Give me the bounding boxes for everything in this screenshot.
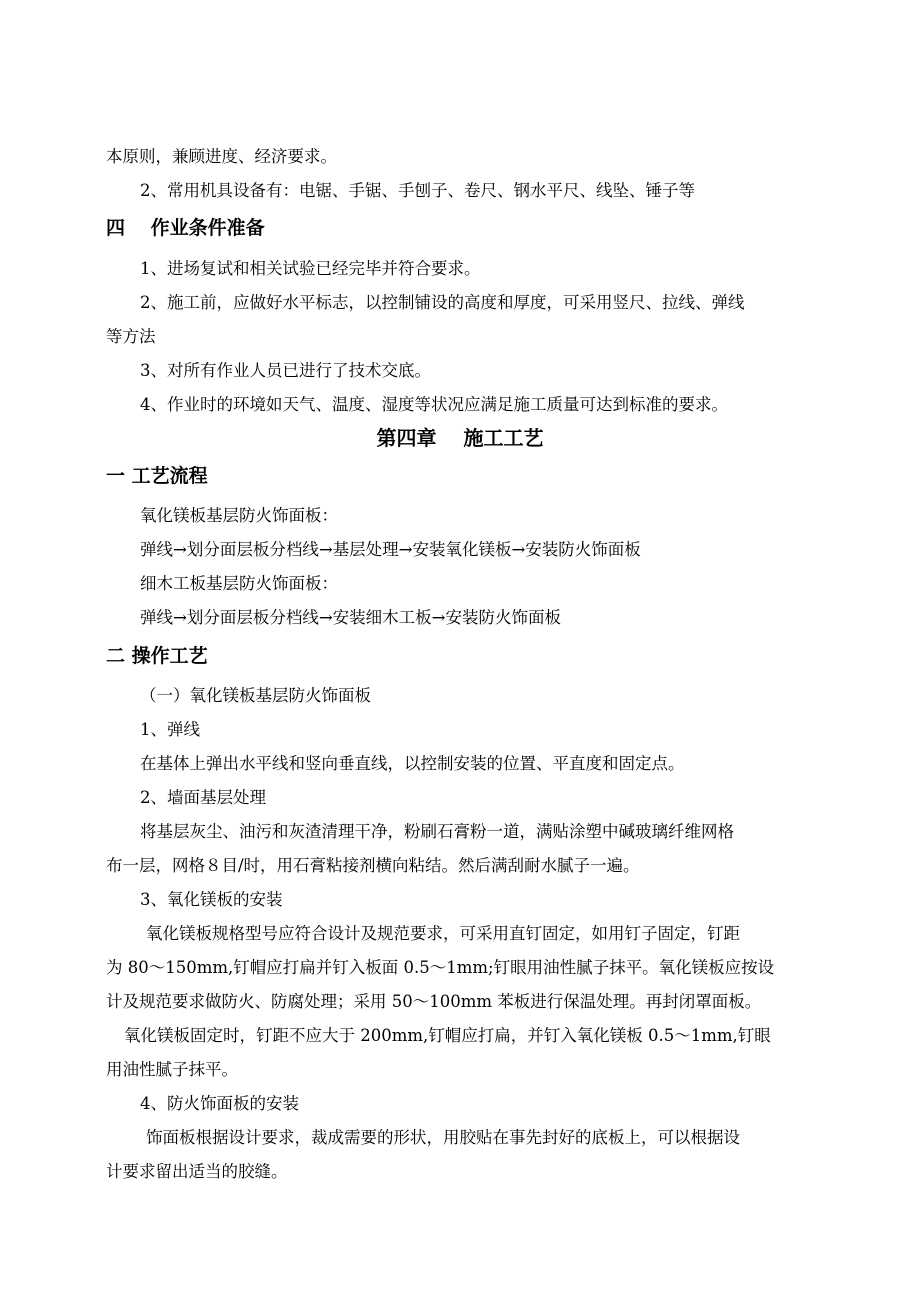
paragraph-line: 为 80～150mm,钉帽应打扁并钉入板面 0.5～1mm;钉眼用油性腻子抹平。氧化镁板应按设 [106,958,775,977]
paragraph-line: 用油性腻子抹平。 [106,1060,238,1079]
paragraph-line: 弹线→划分面层板分档线→基层处理→安装氧化镁板→安装防火饰面板 [140,540,641,559]
paragraph-line: 2、常用机具设备有：电锯、手锯、手刨子、卷尺、钢水平尺、线坠、锤子等 [140,181,695,200]
section-heading: 一 工艺流程 [106,465,208,487]
paragraph-line: 计要求留出适当的胶缝。 [106,1162,288,1181]
paragraph-line: 弹线→划分面层板分档线→安装细木工板→安装防火饰面板 [140,608,561,627]
paragraph-line: 1、进场复试和相关试验已经完毕并符合要求。 [140,259,481,278]
paragraph-line: 1、弹线 [140,720,200,739]
paragraph-line: 4、作业时的环境如天气、温度、湿度等状况应满足施工质量可达到标准的要求。 [140,395,728,414]
paragraph-line: 3、对所有作业人员已进行了技术交底。 [140,361,431,380]
paragraph-line: 4、防火饰面板的安装 [140,1094,299,1113]
paragraph-line: 计及规范要求做防火、防腐处理；采用 50～100mm 苯板进行保温处理。再封闭罩面板。 [106,992,762,1011]
paragraph-line: 2、墙面基层处理 [140,788,266,807]
paragraph-line: 氧化镁板规格型号应符合设计及规范要求，可采用直钉固定，如用钉子固定，钉距 [146,924,740,943]
paragraph-line: 等方法 [106,327,156,346]
paragraph-line: 2、施工前，应做好水平标志，以控制铺设的高度和厚度，可采用竖尺、拉线、弹线 [140,293,745,312]
paragraph-line: 在基体上弹出水平线和竖向垂直线，以控制安装的位置、平直度和固定点。 [140,754,685,773]
paragraph-line: 3、氧化镁板的安装 [140,890,283,909]
section-heading: 二 操作工艺 [106,645,208,667]
paragraph-line: 布一层，网格８目/时，用石膏粘接剂横向粘结。然后满刮耐水腻子一遍。 [106,856,640,875]
chapter-title: 第四章 施工工艺 [376,426,544,450]
paragraph-line: 氧化镁板固定时，钉距不应大于 200mm,钉帽应打扁，并钉入氧化镁板 0.5～1mm,钉眼 [124,1026,771,1045]
paragraph-line: 本原则，兼顾进度、经济要求。 [106,147,337,166]
section-heading: 四 作业条件准备 [106,217,265,239]
paragraph-line: 将基层灰尘、油污和灰渣清理干净，粉刷石膏粉一道，满贴涂塑中碱玻璃纤维网格 [140,822,734,841]
paragraph-line: 细木工板基层防火饰面板： [140,574,338,593]
paragraph-line: （一）氧化镁板基层防火饰面板 [140,686,371,705]
paragraph-line: 氧化镁板基层防火饰面板： [140,506,338,525]
paragraph-line: 饰面板根据设计要求，裁成需要的形状，用胶贴在事先封好的底板上，可以根据设 [146,1128,740,1147]
